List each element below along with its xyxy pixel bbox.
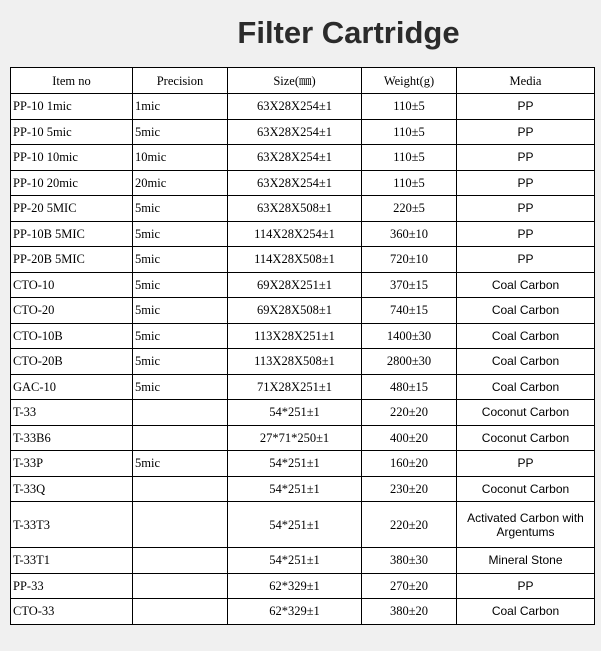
cell-item-no: CTO-10: [11, 272, 133, 298]
cell-media: PP: [457, 247, 595, 273]
cell-item-no: PP-20B 5MIC: [11, 247, 133, 273]
cell-item-no: PP-10 20mic: [11, 170, 133, 196]
cell-precision: [133, 548, 228, 574]
cell-media: PP: [457, 221, 595, 247]
cell-weight: 1400±30: [362, 323, 457, 349]
cell-precision: 5mic: [133, 298, 228, 324]
cell-size: 113X28X508±1: [228, 349, 362, 375]
table-row: [11, 599, 595, 625]
cell-precision: [133, 599, 228, 625]
cell-size: 63X28X254±1: [228, 119, 362, 145]
cell-weight: 110±5: [362, 170, 457, 196]
cell-size: 62*329±1: [228, 599, 362, 625]
table-row: [11, 425, 595, 451]
cell-weight: 220±5: [362, 196, 457, 222]
cell-item-no: T-33T3: [11, 502, 133, 548]
cell-item-no: T-33Q: [11, 476, 133, 502]
cell-size: 54*251±1: [228, 451, 362, 477]
table-row: [11, 94, 595, 120]
header-precision: Precision: [133, 68, 228, 94]
table-row: [11, 323, 595, 349]
table-row: [11, 400, 595, 426]
cell-size: 69X28X508±1: [228, 298, 362, 324]
cell-item-no: T-33: [11, 400, 133, 426]
cell-item-no: GAC-10: [11, 374, 133, 400]
cell-size: 63X28X508±1: [228, 196, 362, 222]
cell-size: 27*71*250±1: [228, 425, 362, 451]
cell-item-no: CTO-33: [11, 599, 133, 625]
table-row: [11, 196, 595, 222]
cell-item-no: T-33T1: [11, 548, 133, 574]
cell-size: 54*251±1: [228, 476, 362, 502]
cell-media: Coal Carbon: [457, 374, 595, 400]
cell-weight: 220±20: [362, 400, 457, 426]
cell-item-no: PP-10B 5MIC: [11, 221, 133, 247]
cell-media: Coal Carbon: [457, 323, 595, 349]
cell-item-no: T-33B6: [11, 425, 133, 451]
cell-size: 114X28X508±1: [228, 247, 362, 273]
cell-weight: 380±30: [362, 548, 457, 574]
filter-cartridge-table: [10, 67, 595, 625]
cell-weight: 720±10: [362, 247, 457, 273]
table-row: [11, 145, 595, 171]
cell-item-no: T-33P: [11, 451, 133, 477]
cell-size: 71X28X251±1: [228, 374, 362, 400]
cell-media: PP: [457, 573, 595, 599]
cell-media: PP: [457, 94, 595, 120]
table-row: [11, 298, 595, 324]
cell-size: 63X28X254±1: [228, 145, 362, 171]
table-row: [11, 247, 595, 273]
cell-item-no: PP-10 5mic: [11, 119, 133, 145]
cell-item-no: PP-33: [11, 573, 133, 599]
table-row: [11, 573, 595, 599]
table-row: [11, 221, 595, 247]
cell-size: 54*251±1: [228, 400, 362, 426]
cell-size: 114X28X254±1: [228, 221, 362, 247]
cell-size: 62*329±1: [228, 573, 362, 599]
cell-weight: 110±5: [362, 94, 457, 120]
cell-precision: [133, 573, 228, 599]
table-row: [11, 451, 595, 477]
cell-weight: 220±20: [362, 502, 457, 548]
cell-precision: 5mic: [133, 349, 228, 375]
cell-size: 63X28X254±1: [228, 94, 362, 120]
page-title: Filter Cartridge: [237, 15, 460, 50]
cell-size: 54*251±1: [228, 548, 362, 574]
table-row: [11, 502, 595, 548]
cell-size: 113X28X251±1: [228, 323, 362, 349]
cell-weight: 360±10: [362, 221, 457, 247]
cell-precision: 5mic: [133, 374, 228, 400]
cell-media: PP: [457, 196, 595, 222]
header-size: Size(㎜): [228, 68, 362, 94]
cell-weight: 2800±30: [362, 349, 457, 375]
cell-precision: 5mic: [133, 272, 228, 298]
cell-precision: 5mic: [133, 451, 228, 477]
cell-media: Coconut Carbon: [457, 425, 595, 451]
table-row: [11, 476, 595, 502]
cell-media: PP: [457, 145, 595, 171]
table-row: [11, 374, 595, 400]
cell-media: Mineral Stone: [457, 548, 595, 574]
cell-weight: 370±15: [362, 272, 457, 298]
cell-weight: 740±15: [362, 298, 457, 324]
cell-weight: 380±20: [362, 599, 457, 625]
header-weight: Weight(g): [362, 68, 457, 94]
cell-size: 63X28X254±1: [228, 170, 362, 196]
cell-weight: 230±20: [362, 476, 457, 502]
table-row: [11, 548, 595, 574]
cell-precision: 5mic: [133, 247, 228, 273]
header-item-no: Item no: [11, 68, 133, 94]
cell-weight: 110±5: [362, 119, 457, 145]
cell-media: Activated Carbon with Argentums: [457, 502, 595, 548]
cell-item-no: CTO-10B: [11, 323, 133, 349]
cell-precision: 10mic: [133, 145, 228, 171]
cell-weight: 400±20: [362, 425, 457, 451]
cell-media: PP: [457, 170, 595, 196]
cell-media: Coconut Carbon: [457, 476, 595, 502]
cell-media: Coal Carbon: [457, 349, 595, 375]
cell-media: Coal Carbon: [457, 599, 595, 625]
cell-precision: 20mic: [133, 170, 228, 196]
cell-media: Coal Carbon: [457, 298, 595, 324]
cell-media: PP: [457, 119, 595, 145]
cell-item-no: CTO-20: [11, 298, 133, 324]
cell-item-no: PP-10 1mic: [11, 94, 133, 120]
cell-precision: 1mic: [133, 94, 228, 120]
table-body: [11, 94, 595, 625]
cell-weight: 160±20: [362, 451, 457, 477]
table-header-row: [11, 68, 595, 94]
cell-weight: 110±5: [362, 145, 457, 171]
cell-size: 69X28X251±1: [228, 272, 362, 298]
table-row: [11, 272, 595, 298]
cell-precision: [133, 502, 228, 548]
cell-item-no: PP-10 10mic: [11, 145, 133, 171]
cell-precision: [133, 400, 228, 426]
table-row: [11, 119, 595, 145]
cell-precision: [133, 476, 228, 502]
cell-size: 54*251±1: [228, 502, 362, 548]
cell-precision: 5mic: [133, 119, 228, 145]
cell-item-no: PP-20 5MIC: [11, 196, 133, 222]
cell-item-no: CTO-20B: [11, 349, 133, 375]
header-media: Media: [457, 68, 595, 94]
table-row: [11, 349, 595, 375]
cell-precision: [133, 425, 228, 451]
cell-media: Coal Carbon: [457, 272, 595, 298]
cell-media: PP: [457, 451, 595, 477]
cell-weight: 270±20: [362, 573, 457, 599]
cell-weight: 480±15: [362, 374, 457, 400]
cell-precision: 5mic: [133, 323, 228, 349]
cell-precision: 5mic: [133, 221, 228, 247]
cell-precision: 5mic: [133, 196, 228, 222]
table-row: [11, 170, 595, 196]
cell-media: Coconut Carbon: [457, 400, 595, 426]
